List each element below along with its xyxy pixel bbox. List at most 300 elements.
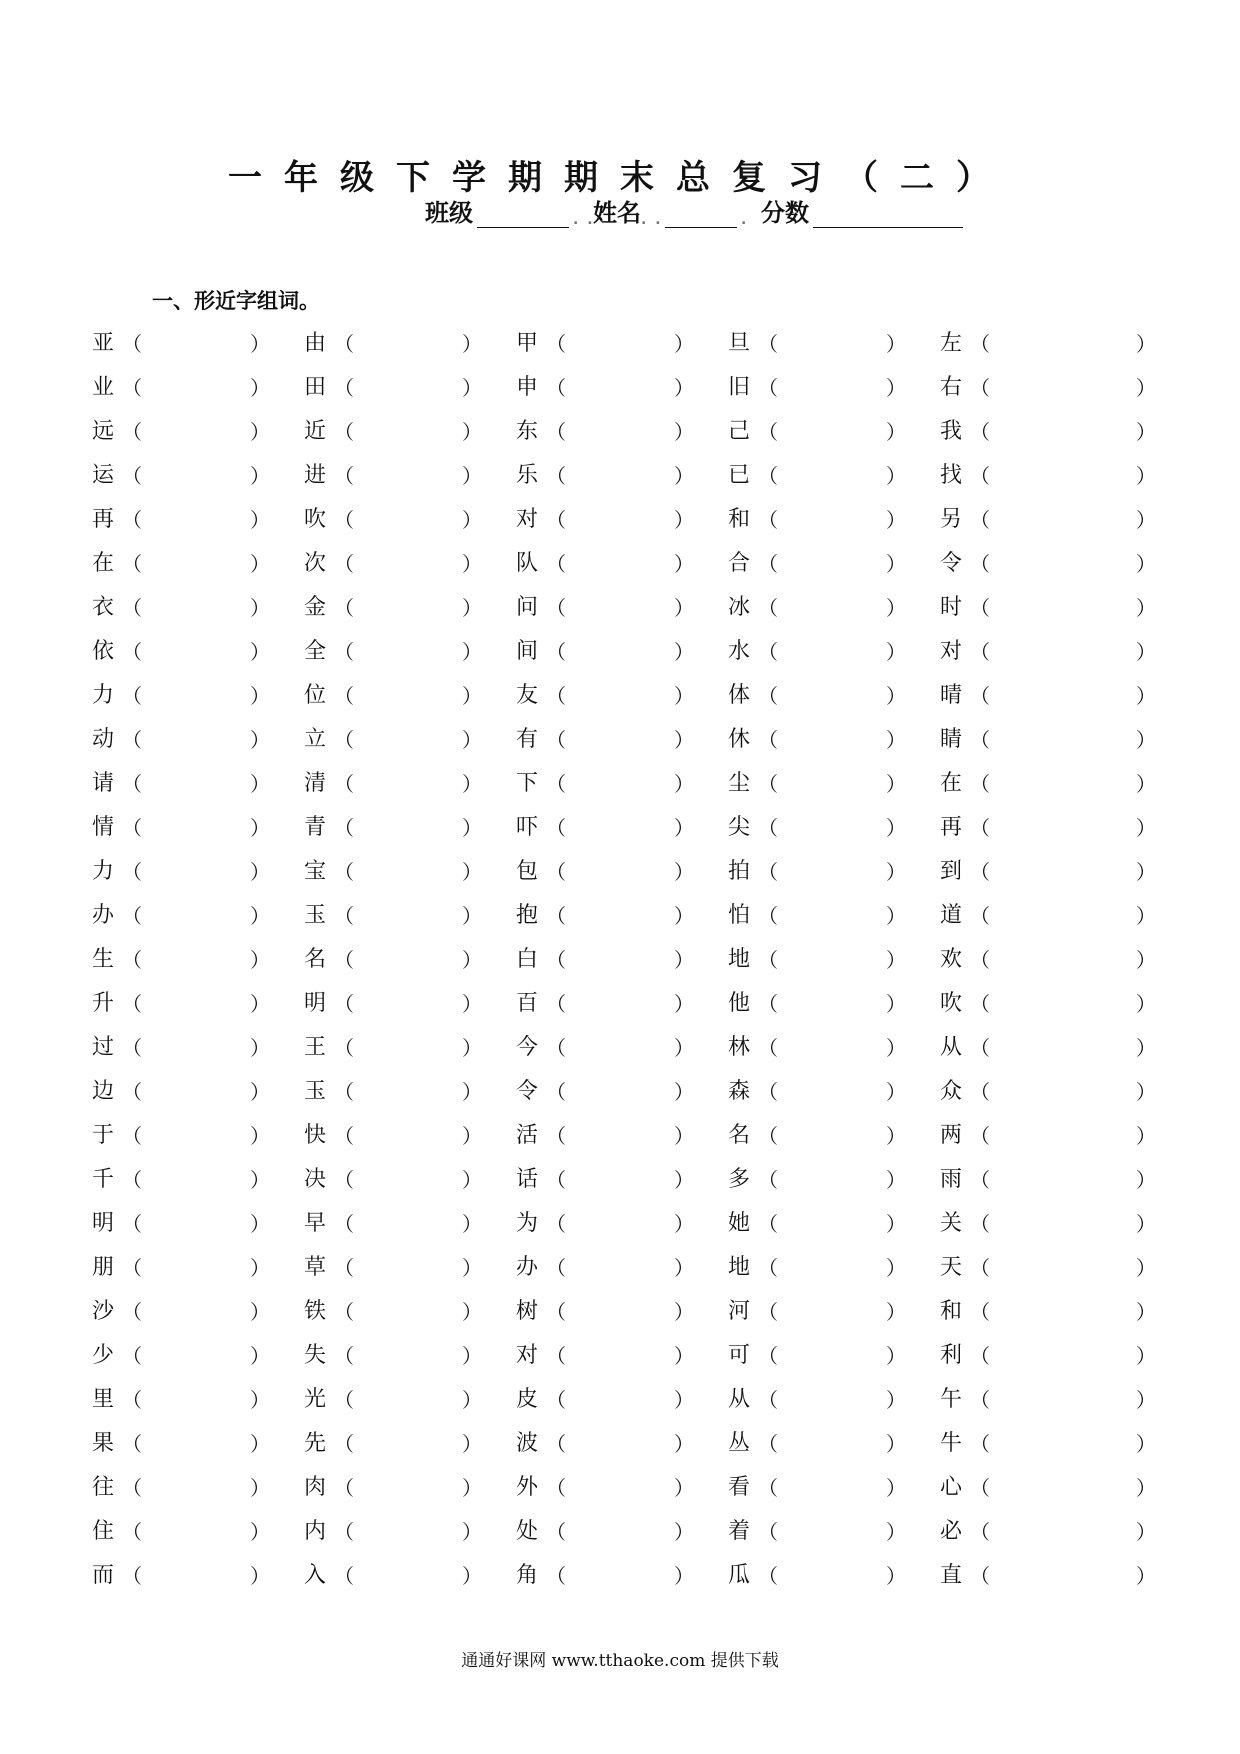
word-cell[interactable] xyxy=(304,1422,514,1466)
character: 乐 xyxy=(516,463,539,488)
name-blank[interactable] xyxy=(665,201,737,228)
word-cell[interactable] xyxy=(304,410,514,454)
word-cell[interactable] xyxy=(92,454,302,498)
word-cell[interactable] xyxy=(304,1202,514,1246)
character: 明 xyxy=(304,991,327,1016)
close-paren: ） xyxy=(886,1520,906,1544)
word-cell[interactable] xyxy=(516,762,726,806)
word-cell[interactable] xyxy=(516,1290,726,1334)
word-cell[interactable] xyxy=(728,982,938,1026)
open-paren: （ xyxy=(970,1212,990,1236)
word-cell[interactable] xyxy=(728,366,938,410)
word-cell[interactable] xyxy=(304,894,514,938)
word-cell[interactable] xyxy=(304,850,514,894)
open-paren: （ xyxy=(546,376,566,400)
close-paren: ） xyxy=(674,1564,694,1588)
close-paren: ） xyxy=(250,948,270,972)
open-paren: （ xyxy=(546,1168,566,1192)
word-cell[interactable] xyxy=(92,806,302,850)
word-cell[interactable] xyxy=(516,1202,726,1246)
open-paren: （ xyxy=(546,508,566,532)
close-paren: ） xyxy=(462,332,482,356)
close-paren: ） xyxy=(250,552,270,576)
word-cell[interactable] xyxy=(516,718,726,762)
word-cell[interactable] xyxy=(940,1114,1156,1158)
open-paren: （ xyxy=(122,640,142,664)
open-paren: （ xyxy=(334,1168,354,1192)
character: 到 xyxy=(940,859,963,884)
open-paren: （ xyxy=(970,1520,990,1544)
character: 亚 xyxy=(92,331,115,356)
dotted-spacer: . . xyxy=(573,212,595,228)
open-paren: （ xyxy=(122,1036,142,1060)
open-paren: （ xyxy=(122,1388,142,1412)
section-heading: 一、形近字组词。 xyxy=(152,289,320,313)
character: 左 xyxy=(940,331,963,356)
character: 林 xyxy=(728,1035,751,1060)
character: 旧 xyxy=(728,375,751,400)
word-cell[interactable] xyxy=(516,454,726,498)
character: 失 xyxy=(304,1343,327,1368)
word-cell[interactable] xyxy=(92,586,302,630)
word-cell[interactable] xyxy=(940,762,1156,806)
close-paren: ） xyxy=(674,728,694,752)
close-paren: ） xyxy=(250,1388,270,1412)
word-cell[interactable] xyxy=(728,1158,938,1202)
close-paren: ） xyxy=(1136,728,1156,752)
close-paren: ） xyxy=(462,1036,482,1060)
close-paren: ） xyxy=(886,772,906,796)
word-cell[interactable] xyxy=(516,1378,726,1422)
open-paren: （ xyxy=(758,1036,778,1060)
grid-row xyxy=(92,850,1156,894)
open-paren: （ xyxy=(122,1168,142,1192)
word-cell[interactable] xyxy=(92,982,302,1026)
word-cell[interactable] xyxy=(940,410,1156,454)
grid-row xyxy=(92,1422,1156,1466)
grid-row xyxy=(92,1114,1156,1158)
open-paren: （ xyxy=(122,508,142,532)
word-cell[interactable] xyxy=(728,630,938,674)
word-cell[interactable] xyxy=(304,1378,514,1422)
character: 对 xyxy=(516,507,539,532)
word-cell[interactable] xyxy=(92,1246,302,1290)
word-cell[interactable] xyxy=(304,1026,514,1070)
character: 金 xyxy=(304,595,327,620)
close-paren: ） xyxy=(462,860,482,884)
word-cell[interactable] xyxy=(304,630,514,674)
word-cell[interactable] xyxy=(728,674,938,718)
class-blank[interactable] xyxy=(477,201,569,228)
word-cell[interactable] xyxy=(940,1422,1156,1466)
word-cell[interactable] xyxy=(516,1466,726,1510)
word-cell[interactable] xyxy=(92,1290,302,1334)
open-paren: （ xyxy=(122,596,142,620)
word-cell[interactable] xyxy=(92,1070,302,1114)
character: 清 xyxy=(304,771,327,796)
word-cell[interactable] xyxy=(92,1422,302,1466)
word-cell[interactable] xyxy=(92,1378,302,1422)
character: 次 xyxy=(304,551,327,576)
open-paren: （ xyxy=(546,728,566,752)
word-cell[interactable] xyxy=(304,1554,514,1598)
character: 心 xyxy=(940,1475,963,1500)
open-paren: （ xyxy=(334,904,354,928)
open-paren: （ xyxy=(970,1432,990,1456)
word-cell[interactable] xyxy=(516,586,726,630)
close-paren: ） xyxy=(462,420,482,444)
word-cell[interactable] xyxy=(516,1246,726,1290)
score-blank[interactable] xyxy=(813,201,963,228)
word-cell[interactable] xyxy=(728,1334,938,1378)
character: 玉 xyxy=(304,903,327,928)
word-cell[interactable] xyxy=(92,366,302,410)
character: 而 xyxy=(92,1563,115,1588)
word-cell[interactable] xyxy=(304,1290,514,1334)
character: 力 xyxy=(92,683,115,708)
word-cell[interactable] xyxy=(304,586,514,630)
open-paren: （ xyxy=(122,1124,142,1148)
word-cell[interactable] xyxy=(940,850,1156,894)
word-cell[interactable] xyxy=(92,1466,302,1510)
word-cell[interactable] xyxy=(940,1158,1156,1202)
word-cell[interactable] xyxy=(92,762,302,806)
close-paren: ） xyxy=(462,376,482,400)
word-cell[interactable] xyxy=(516,1114,726,1158)
word-cell[interactable] xyxy=(728,850,938,894)
character: 她 xyxy=(728,1211,751,1236)
word-cell[interactable] xyxy=(92,674,302,718)
character: 两 xyxy=(940,1123,963,1148)
word-cell[interactable] xyxy=(728,1290,938,1334)
word-cell[interactable] xyxy=(728,1114,938,1158)
open-paren: （ xyxy=(546,1476,566,1500)
word-cell[interactable] xyxy=(940,1026,1156,1070)
character: 立 xyxy=(304,727,327,752)
word-cell[interactable] xyxy=(728,1070,938,1114)
character: 河 xyxy=(728,1299,751,1324)
character: 利 xyxy=(940,1343,963,1368)
word-cell[interactable] xyxy=(940,630,1156,674)
word-cell[interactable] xyxy=(516,1554,726,1598)
close-paren: ） xyxy=(250,860,270,884)
close-paren: ） xyxy=(674,1256,694,1280)
word-cell[interactable] xyxy=(304,454,514,498)
close-paren: ） xyxy=(1136,1300,1156,1324)
word-cell[interactable] xyxy=(940,938,1156,982)
word-cell[interactable] xyxy=(304,498,514,542)
word-cell[interactable] xyxy=(92,850,302,894)
open-paren: （ xyxy=(970,860,990,884)
character: 吓 xyxy=(516,815,539,840)
open-paren: （ xyxy=(122,332,142,356)
word-cell[interactable] xyxy=(940,542,1156,586)
word-cell[interactable] xyxy=(940,1510,1156,1554)
word-cell[interactable] xyxy=(940,1554,1156,1598)
open-paren: （ xyxy=(334,1212,354,1236)
open-paren: （ xyxy=(546,1036,566,1060)
word-cell[interactable] xyxy=(92,1158,302,1202)
close-paren: ） xyxy=(462,464,482,488)
character: 时 xyxy=(940,595,963,620)
close-paren: ） xyxy=(674,860,694,884)
word-cell[interactable] xyxy=(516,366,726,410)
word-cell[interactable] xyxy=(516,1070,726,1114)
open-paren: （ xyxy=(334,552,354,576)
word-cell[interactable] xyxy=(940,674,1156,718)
character: 在 xyxy=(92,551,115,576)
character: 白 xyxy=(516,947,539,972)
word-cell[interactable] xyxy=(728,1554,938,1598)
word-cell[interactable] xyxy=(940,322,1156,366)
word-cell[interactable] xyxy=(92,542,302,586)
word-cell[interactable] xyxy=(92,498,302,542)
open-paren: （ xyxy=(334,376,354,400)
word-cell[interactable] xyxy=(940,718,1156,762)
word-cell[interactable] xyxy=(304,1510,514,1554)
close-paren: ） xyxy=(250,1036,270,1060)
word-cell[interactable] xyxy=(940,894,1156,938)
word-cell[interactable] xyxy=(304,982,514,1026)
word-cell[interactable] xyxy=(516,410,726,454)
word-cell[interactable] xyxy=(92,894,302,938)
close-paren: ） xyxy=(1136,684,1156,708)
close-paren: ） xyxy=(674,1300,694,1324)
open-paren: （ xyxy=(122,420,142,444)
open-paren: （ xyxy=(970,552,990,576)
word-cell[interactable] xyxy=(728,1510,938,1554)
close-paren: ） xyxy=(886,596,906,620)
word-cell[interactable] xyxy=(940,806,1156,850)
word-cell[interactable] xyxy=(92,1510,302,1554)
word-cell[interactable] xyxy=(304,322,514,366)
word-cell[interactable] xyxy=(940,498,1156,542)
word-cell[interactable] xyxy=(92,1202,302,1246)
character: 关 xyxy=(940,1211,963,1236)
word-cell[interactable] xyxy=(728,806,938,850)
character: 内 xyxy=(304,1519,327,1544)
word-cell[interactable] xyxy=(516,630,726,674)
word-cell[interactable] xyxy=(516,322,726,366)
open-paren: （ xyxy=(122,1564,142,1588)
open-paren: （ xyxy=(546,552,566,576)
word-cell[interactable] xyxy=(516,674,726,718)
word-cell[interactable] xyxy=(940,1334,1156,1378)
word-cell[interactable] xyxy=(940,982,1156,1026)
character: 看 xyxy=(728,1475,751,1500)
word-cell[interactable] xyxy=(516,1158,726,1202)
close-paren: ） xyxy=(674,640,694,664)
word-cell[interactable] xyxy=(304,674,514,718)
character: 过 xyxy=(92,1035,115,1060)
word-cell[interactable] xyxy=(728,718,938,762)
word-cell[interactable] xyxy=(516,938,726,982)
close-paren: ） xyxy=(1136,1388,1156,1412)
word-cell[interactable] xyxy=(940,1246,1156,1290)
word-cell[interactable] xyxy=(304,938,514,982)
word-cell[interactable] xyxy=(304,718,514,762)
word-cell[interactable] xyxy=(940,454,1156,498)
close-paren: ） xyxy=(1136,992,1156,1016)
word-cell[interactable] xyxy=(728,1202,938,1246)
close-paren: ） xyxy=(886,992,906,1016)
word-cell[interactable] xyxy=(92,1114,302,1158)
word-cell[interactable] xyxy=(516,806,726,850)
close-paren: ） xyxy=(1136,1564,1156,1588)
word-cell[interactable] xyxy=(304,1114,514,1158)
character: 尖 xyxy=(728,815,751,840)
word-cell[interactable] xyxy=(304,1158,514,1202)
close-paren: ） xyxy=(674,596,694,620)
word-cell[interactable] xyxy=(92,1554,302,1598)
word-cell[interactable] xyxy=(516,894,726,938)
word-cell[interactable] xyxy=(728,938,938,982)
word-cell[interactable] xyxy=(304,1070,514,1114)
close-paren: ） xyxy=(1136,1432,1156,1456)
open-paren: （ xyxy=(970,464,990,488)
word-cell[interactable] xyxy=(940,1466,1156,1510)
character: 欢 xyxy=(940,947,963,972)
word-cell[interactable] xyxy=(304,1466,514,1510)
word-cell[interactable] xyxy=(304,542,514,586)
word-cell[interactable] xyxy=(516,1422,726,1466)
word-cell[interactable] xyxy=(940,1070,1156,1114)
open-paren: （ xyxy=(758,728,778,752)
grid-row xyxy=(92,806,1156,850)
close-paren: ） xyxy=(674,508,694,532)
word-cell[interactable] xyxy=(92,1026,302,1070)
close-paren: ） xyxy=(886,1124,906,1148)
word-cell[interactable] xyxy=(728,586,938,630)
character: 今 xyxy=(516,1035,539,1060)
word-cell[interactable] xyxy=(940,1202,1156,1246)
close-paren: ） xyxy=(886,1432,906,1456)
character: 入 xyxy=(304,1563,327,1588)
character: 衣 xyxy=(92,595,115,620)
open-paren: （ xyxy=(122,1520,142,1544)
character: 少 xyxy=(92,1343,115,1368)
character: 尘 xyxy=(728,771,751,796)
word-cell[interactable] xyxy=(92,322,302,366)
open-paren: （ xyxy=(334,508,354,532)
open-paren: （ xyxy=(970,992,990,1016)
word-cell[interactable] xyxy=(516,982,726,1026)
word-cell[interactable] xyxy=(728,322,938,366)
close-paren: ） xyxy=(250,596,270,620)
close-paren: ） xyxy=(886,376,906,400)
word-cell[interactable] xyxy=(728,1422,938,1466)
close-paren: ） xyxy=(886,684,906,708)
close-paren: ） xyxy=(1136,1256,1156,1280)
character: 丛 xyxy=(728,1431,751,1456)
word-cell[interactable] xyxy=(728,542,938,586)
word-cell[interactable] xyxy=(728,1246,938,1290)
word-cell[interactable] xyxy=(940,586,1156,630)
word-cell[interactable] xyxy=(728,1466,938,1510)
word-cell[interactable] xyxy=(304,366,514,410)
close-paren: ） xyxy=(250,772,270,796)
word-cell[interactable] xyxy=(92,630,302,674)
close-paren: ） xyxy=(250,1212,270,1236)
close-paren: ） xyxy=(886,1256,906,1280)
open-paren: （ xyxy=(122,1476,142,1500)
character: 下 xyxy=(516,771,539,796)
grid-row xyxy=(92,322,1156,366)
character: 玉 xyxy=(304,1079,327,1104)
word-cell[interactable] xyxy=(940,1290,1156,1334)
close-paren: ） xyxy=(1136,1476,1156,1500)
word-cell[interactable] xyxy=(516,498,726,542)
open-paren: （ xyxy=(334,948,354,972)
word-cell[interactable] xyxy=(516,850,726,894)
character: 百 xyxy=(516,991,539,1016)
close-paren: ） xyxy=(1136,1124,1156,1148)
word-cell[interactable] xyxy=(728,410,938,454)
word-cell[interactable] xyxy=(728,498,938,542)
open-paren: （ xyxy=(758,1124,778,1148)
character: 在 xyxy=(940,771,963,796)
close-paren: ） xyxy=(462,1212,482,1236)
word-cell[interactable] xyxy=(304,1246,514,1290)
open-paren: （ xyxy=(122,376,142,400)
name-label: 姓名 xyxy=(593,199,641,227)
word-cell[interactable] xyxy=(92,410,302,454)
close-paren: ） xyxy=(1136,860,1156,884)
word-cell[interactable] xyxy=(92,938,302,982)
character: 田 xyxy=(304,375,327,400)
character: 角 xyxy=(516,1563,539,1588)
word-cell[interactable] xyxy=(728,894,938,938)
word-cell[interactable] xyxy=(304,1334,514,1378)
word-cell[interactable] xyxy=(304,806,514,850)
open-paren: （ xyxy=(122,948,142,972)
word-cell[interactable] xyxy=(940,366,1156,410)
word-cell[interactable] xyxy=(728,1026,938,1070)
student-info-line xyxy=(425,196,967,228)
open-paren: （ xyxy=(122,1212,142,1236)
close-paren: ） xyxy=(462,552,482,576)
word-cell[interactable] xyxy=(728,454,938,498)
close-paren: ） xyxy=(886,1080,906,1104)
character: 里 xyxy=(92,1387,115,1412)
grid-row xyxy=(92,586,1156,630)
close-paren: ） xyxy=(886,1344,906,1368)
word-cell[interactable] xyxy=(728,762,938,806)
character: 从 xyxy=(940,1035,963,1060)
word-cell[interactable] xyxy=(92,1334,302,1378)
close-paren: ） xyxy=(250,376,270,400)
character: 宝 xyxy=(304,859,327,884)
open-paren: （ xyxy=(758,772,778,796)
word-cell[interactable] xyxy=(940,1378,1156,1422)
word-cell[interactable] xyxy=(304,762,514,806)
word-cell[interactable] xyxy=(516,542,726,586)
grid-row xyxy=(92,542,1156,586)
word-cell[interactable] xyxy=(516,1026,726,1070)
word-cell[interactable] xyxy=(516,1510,726,1554)
character: 瓜 xyxy=(728,1563,751,1588)
open-paren: （ xyxy=(758,464,778,488)
open-paren: （ xyxy=(758,552,778,576)
character: 快 xyxy=(304,1123,327,1148)
word-cell[interactable] xyxy=(516,1334,726,1378)
grid-row xyxy=(92,718,1156,762)
word-cell[interactable] xyxy=(92,718,302,762)
open-paren: （ xyxy=(758,1344,778,1368)
close-paren: ） xyxy=(1136,332,1156,356)
close-paren: ） xyxy=(1136,1080,1156,1104)
word-cell[interactable] xyxy=(728,1378,938,1422)
